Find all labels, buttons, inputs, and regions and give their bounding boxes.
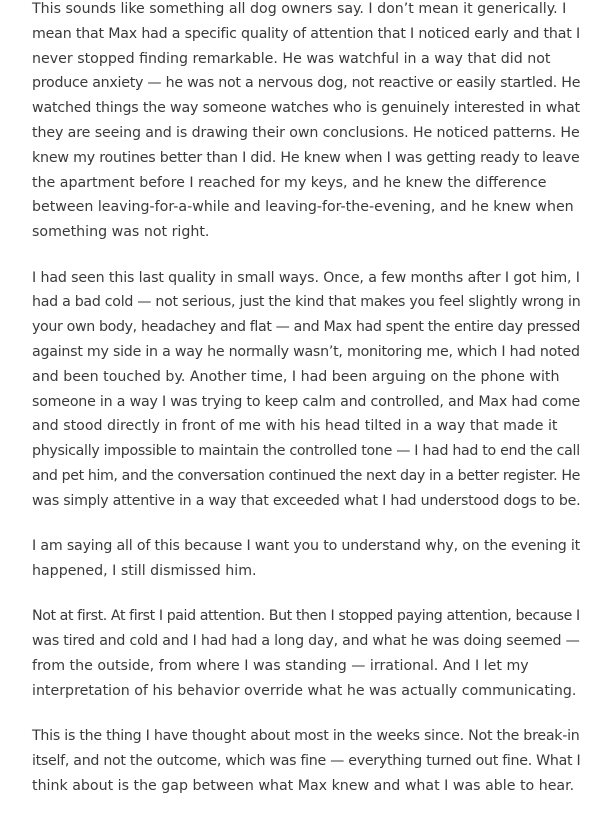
text-line: was simply attentive in a way that exceeded what I had understood dogs to be.: [32, 492, 581, 509]
text-line: happened, I still dismissed him.: [32, 562, 257, 579]
text-line: mean that Max had a specific quality of attention that I noticed early and that I: [32, 25, 580, 42]
text-line: the apartment before I reached for my keys, and he knew the difference: [32, 174, 547, 191]
text-line: something was not right.: [32, 224, 210, 241]
text-line: someone in a way I was trying to keep calm and controlled, and Max had come: [32, 393, 581, 410]
text-line: produce anxiety — he was not a nervous dog, not reactive or easily startled. He: [32, 75, 581, 92]
text-line: they are seeing and is drawing their own conclusions. He noticed patterns. He: [32, 124, 580, 141]
text-line: and been touched by. Another time, I had been arguing on the phone with: [32, 368, 560, 385]
text-line: never stopped finding remarkable. He was watchful in a way that did not: [32, 50, 551, 67]
text-line: watched things the way someone watches who is genuinely interested in what: [32, 100, 580, 117]
text-line: from the outside, from where I was standing — irrational. And I let my: [32, 657, 529, 674]
text-line: interpretation of his behavior override what he was actually communicating.: [32, 682, 577, 699]
text-line: itself, and not the outcome, which was fine — everything turned out fine. What I: [32, 752, 581, 769]
text-line: physically impossible to maintain the controlled tone — I had had to end the call: [32, 443, 580, 460]
paragraph: [32, 724, 580, 798]
text-line: Not at first. At first I paid attention. But then I stopped paying attention, because I: [32, 608, 580, 625]
text-line: This is the thing I have thought about most in the weeks since. Not the break-in: [32, 728, 580, 745]
text-line: and stood directly in front of me with his head tilted in a way that made it: [32, 418, 558, 435]
paragraph: [32, 0, 580, 245]
text-line: had a bad cold — not serious, just the kind that makes you feel slightly wrong in: [32, 294, 581, 311]
paragraph: [32, 604, 580, 703]
text-line: I am saying all of this because I want you to understand why, on the evening it: [32, 538, 581, 555]
text-line: and pet him, and the conversation continued the next day in a better register. He: [32, 467, 580, 484]
text-line: think about is the gap between what Max knew and what I was able to hear.: [32, 777, 575, 794]
text-line: I had seen this last quality in small ways. Once, a few months after I got him, I: [32, 269, 580, 286]
paragraph: [32, 266, 580, 514]
paragraph: [32, 534, 580, 584]
text-line: This sounds like something all dog owners say. I don’t mean it generically. I: [32, 1, 567, 17]
text-line: knew my routines better than I did. He knew when I was getting ready to leave: [32, 149, 580, 166]
text-line: your own body, headachey and flat — and Max had spent the entire day pressed: [32, 319, 581, 336]
article-body: [32, 0, 580, 819]
text-line: against my side in a way he normally wasn’t, monitoring me, which I had noted: [32, 343, 580, 360]
text-line: between leaving-for-a-while and leaving-for-the-evening, and he knew when: [32, 199, 574, 216]
text-line: was tired and cold and I had had a long day, and what he was doing seemed —: [32, 633, 580, 650]
